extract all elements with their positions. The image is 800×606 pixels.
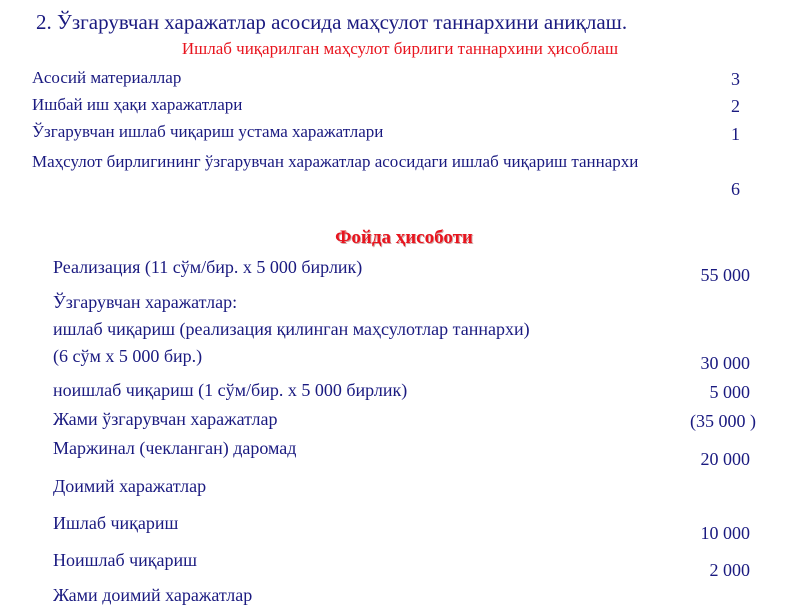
report-label-revenue: Реализация (11 сўм/бир. х 5 000 бирлик) bbox=[53, 257, 363, 277]
subtitle: Ишлаб чиқарилган маҳсулот бирлиги таннархини ҳисоблаш bbox=[181, 39, 619, 58]
section-title-profit-report: Фойда ҳисоботи bbox=[335, 227, 473, 248]
report-label-contribution-margin: Маржинал (чекланган) даромад bbox=[53, 438, 297, 458]
row-value-piece-wages: 2 bbox=[731, 96, 740, 116]
report-value-total-variable: (35 000 ) bbox=[690, 411, 756, 431]
report-label-fixed-costs: Доимий харажатлар bbox=[53, 476, 207, 496]
report-value-nonproduction-variable: 5 000 bbox=[709, 382, 750, 402]
row-value-unit-cost: 6 bbox=[731, 179, 740, 199]
report-label-fixed-nonproduction: Ноишлаб чиқариш bbox=[53, 550, 198, 570]
report-label-production-calc: (6 сўм х 5 000 бир.) bbox=[53, 346, 203, 366]
report-label-total-fixed: Жами доимий харажатлар bbox=[53, 585, 253, 605]
row-label-unit-cost: Маҳсулот бирлигининг ўзгарувчан харажатлар асосидаги ишлаб чиқариш таннархи bbox=[32, 152, 639, 171]
row-value-variable-overhead: 1 bbox=[731, 124, 740, 144]
row-label-variable-overhead: Ўзгарувчан ишлаб чиқариш устама харажатлари bbox=[32, 122, 384, 141]
report-label-fixed-production: Ишлаб чиқариш bbox=[53, 513, 179, 533]
row-value-materials: 3 bbox=[731, 69, 740, 89]
report-value-fixed-production: 10 000 bbox=[700, 523, 750, 543]
report-label-production-cogs: ишлаб чиқариш (реализация қилинган маҳсулотлар таннархи) bbox=[53, 319, 530, 339]
row-label-materials: Асосий материаллар bbox=[32, 68, 182, 87]
row-label-piece-wages: Ишбай иш ҳақи харажатлари bbox=[32, 95, 243, 114]
report-label-total-variable: Жами ўзгарувчан харажатлар bbox=[53, 409, 278, 429]
report-value-production: 30 000 bbox=[700, 353, 750, 373]
report-value-fixed-nonproduction: 2 000 bbox=[709, 560, 750, 580]
report-label-nonproduction-variable: ноишлаб чиқариш (1 сўм/бир. х 5 000 бирлик) bbox=[53, 380, 408, 400]
page-title: 2. Ўзгарувчан харажатлар асосида маҳсулот таннархини аниқлаш. bbox=[36, 10, 628, 34]
report-value-contribution-margin: 20 000 bbox=[700, 449, 750, 469]
report-value-revenue: 55 000 bbox=[700, 265, 750, 285]
report-label-variable-costs: Ўзгарувчан харажатлар: bbox=[53, 292, 238, 312]
